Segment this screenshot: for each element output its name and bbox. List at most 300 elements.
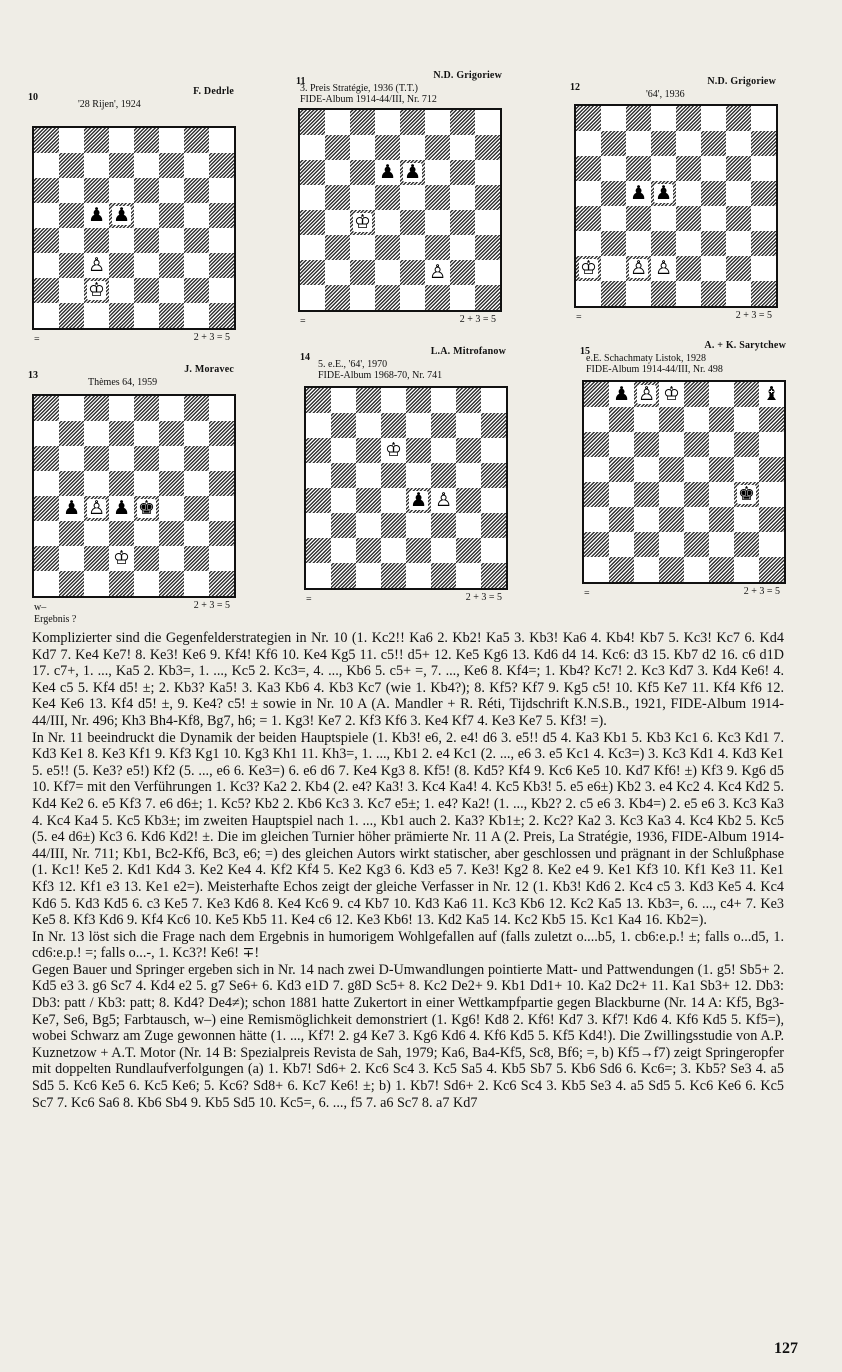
board-square [456, 463, 481, 488]
board-square [34, 278, 59, 303]
board-square [659, 507, 684, 532]
diagram-author: J. Moravec [184, 364, 234, 375]
board-square [751, 206, 776, 231]
board-square [109, 396, 134, 421]
board-square [350, 135, 375, 160]
board-square [59, 303, 84, 328]
board-square [481, 538, 506, 563]
board-square [159, 446, 184, 471]
board-square [300, 185, 325, 210]
board-square [701, 206, 726, 231]
board-square [456, 413, 481, 438]
board-square [209, 178, 234, 203]
board-square [59, 253, 84, 278]
board-square [84, 228, 109, 253]
board-square [651, 206, 676, 231]
board-square [134, 253, 159, 278]
board-square [375, 185, 400, 210]
paragraph: In Nr. 11 beeindruckt die Dynamik der beiden Hauptspiele (1. Kb3! e6, 2. e4! d6 3. e5!! d5 4. Ka3 Kb1 5. Kb3 Kc1 6. Kc3 Kd1 7. Kd3 Ke1 8. Ke3 Kf1 9. Kf3 Kg1 10. Kg3 Kh1 11. Kh3=, 1. ..., Kb1 2. e4 Kc1 (2. ..., e6 3. e5 Kc1 4. Kc3=) 3. Kc3 Kd1 4. Kd3 Ke1 5. e5!! (5. Ke3? e5!) Kf2 (5. ..., e6 6. Ke3=) 6. e6 d6 7. Ke4 Kg3 8. Kf5! (8. Kd5? Kf4 9. Kc6 Ke5 10. Kd7 Kf6! ±) Kf3 9. Kg6 d5 10. Kf7= mit den Verführungen 1. Kc3? Ka2 2. Kb4 (2. e4? Ka3! 3. Kc4 Ka4! 4. Kc5 Kb3! 5. e5 e6±) Kb2 3. e4 Kc2 4. Kc4 Kd2 5. Kd4 Ke2 6. e5 Kf3 7. e6 d6±; 1. Kc5? Kb2 2. Kb6 Kc3 3. Kc7 e5±; 1. e4? Ka2! (1. ..., Kb2? 2. c5 e6 3. Kb4=) 2. e5 e6 3. Kc3 Ka3 4. Kc4 Ka4 5. Kc5 Kb3±; im zweiten Hauptspiel nach 1. ..., Kb1 auch 2. Ka3? Kb1±; 2. Kc2? Ka2 3. Kc3 Ka3 4. Kc4 Kb2 5. Kc5 (5. e4 d6±) Kc3 6. Kd6 Kd2! ±. Die im gleichen Turnier höher prämierte Nr. 11 A (2. Preis, La Stratégie, 1936, FIDE-Album 1914-44/III, Nr. 711; Kb1, Bc2-Kf6, Bc3, e6; =) des gleichen Autors wirkt statischer, aber geschlossen und prägnant in der Schlußphase (1. Kc1! Ke5 2. Kd1 Kd4 3. Ke2 Ke4 4. Kf2 Kf4 5. Ke2 Kg3 6. Kd3 e5 7. Ke3! Kg2 8. Ke2 e4 9. Ke1 Kf3 10. Kf1 Ke3 11. Ke1 Kf3 12. Kf1 e3 13. Ke1 e2=). Meisterhafte Echos zeigt der gleiche Verfasser in Nr. 12 (1. Kb3! Kd6 2. Kc4 c5 3. Kd3 Ke5 4. Kc4 Kd6 5. Kd3 Kd5 6. c3 Ke5 7. Ke3 Kd6 8. Ke4 Kc6 9. c4 Kb7 10. Kd3 Ka6 11. Kc3 Kb6 12. Kc2 Ka5 13. Kb3=, 6. ..., c4+ 7. Ke3 Ke5 8. Kf3 Kd6 9. Kf4 Kc6 10. Ke5 Kb5 11. Ke4 c6 12. Ke3 Kb6! 13. Kd2 Ka5 14. Kc2 Kb5 15. Kc1 Ka4 16. Kb2=). [32, 729, 784, 929]
board-square [751, 156, 776, 181]
board-square [626, 281, 651, 306]
board-square [184, 421, 209, 446]
board-square [109, 178, 134, 203]
board-square [350, 235, 375, 260]
board-square [134, 396, 159, 421]
board-square [475, 135, 500, 160]
board-square [676, 156, 701, 181]
board-square [431, 488, 456, 513]
board-square [576, 231, 601, 256]
board-square [431, 463, 456, 488]
board-square [134, 496, 159, 521]
board-square [431, 513, 456, 538]
board-square [684, 482, 709, 507]
board-square [34, 203, 59, 228]
board-square [759, 507, 784, 532]
board-square [400, 135, 425, 160]
board-square [431, 538, 456, 563]
board-square [306, 488, 331, 513]
board-square [676, 181, 701, 206]
board-square [676, 281, 701, 306]
board-square [84, 153, 109, 178]
board-square [431, 388, 456, 413]
board-square [481, 513, 506, 538]
board-square [59, 446, 84, 471]
board-square [450, 160, 475, 185]
diagram-author: N.D. Grigoriew [707, 76, 776, 87]
board-square [709, 457, 734, 482]
board-square [350, 210, 375, 235]
board-square [634, 382, 659, 407]
board-square [634, 557, 659, 582]
chess-piece-icon: ♚ [137, 497, 156, 519]
diagram-author: A. + K. Sarytchew [704, 340, 786, 351]
board-square [159, 178, 184, 203]
chess-piece-icon: ♙ [629, 257, 648, 279]
chess-board [32, 126, 236, 330]
board-square [59, 471, 84, 496]
diagram-stipulation: = [306, 594, 312, 605]
board-square [584, 382, 609, 407]
board-square [209, 303, 234, 328]
board-square [456, 488, 481, 513]
board-square [109, 496, 134, 521]
board-square [325, 210, 350, 235]
board-square [456, 513, 481, 538]
board-square [626, 106, 651, 131]
chess-diagram [570, 74, 782, 330]
chess-board [582, 380, 786, 584]
board-square [450, 135, 475, 160]
diagram-source: '64', 1936 [646, 89, 685, 100]
board-square [659, 407, 684, 432]
chess-piece-icon: ♟ [403, 161, 422, 183]
board-square [134, 446, 159, 471]
board-square [651, 231, 676, 256]
board-square [134, 421, 159, 446]
board-square [350, 285, 375, 310]
board-square [84, 203, 109, 228]
board-square [184, 228, 209, 253]
board-square [726, 156, 751, 181]
board-square [676, 206, 701, 231]
board-square [325, 185, 350, 210]
chess-diagram [300, 346, 512, 612]
chess-piece-icon: ♟ [629, 182, 648, 204]
board-square [406, 538, 431, 563]
board-square [406, 413, 431, 438]
board-square [209, 496, 234, 521]
board-square [375, 135, 400, 160]
board-square [734, 407, 759, 432]
board-square [701, 156, 726, 181]
board-square [584, 507, 609, 532]
chess-piece-icon: ♙ [654, 257, 673, 279]
board-square [450, 210, 475, 235]
board-square [634, 407, 659, 432]
board-square [751, 281, 776, 306]
board-square [159, 496, 184, 521]
board-square [209, 396, 234, 421]
board-square [34, 571, 59, 596]
board-square [159, 153, 184, 178]
diagram-source: 5. e.E., '64', 1970 [318, 359, 388, 370]
board-square [325, 110, 350, 135]
board-square [659, 557, 684, 582]
board-square [701, 281, 726, 306]
board-square [109, 228, 134, 253]
board-square [456, 563, 481, 588]
board-square [306, 388, 331, 413]
board-square [601, 231, 626, 256]
board-square [356, 538, 381, 563]
board-square [34, 421, 59, 446]
board-square [350, 160, 375, 185]
board-square [726, 256, 751, 281]
board-square [431, 438, 456, 463]
board-square [425, 260, 450, 285]
board-square [481, 563, 506, 588]
chess-piece-icon: ♙ [87, 497, 106, 519]
diagram-piece-count: 2 + 3 = 5 [465, 592, 502, 603]
board-square [184, 303, 209, 328]
board-square [331, 413, 356, 438]
diagram-question: Ergebnis ? [34, 614, 77, 625]
diagram-stipulation: w– [34, 602, 47, 613]
chess-piece-icon: ♔ [353, 211, 372, 233]
board-square [651, 106, 676, 131]
board-square [400, 285, 425, 310]
board-square [601, 206, 626, 231]
diagram-source: FIDE-Album 1914-44/III, Nr. 712 [300, 94, 437, 105]
board-square [84, 521, 109, 546]
chess-diagram [28, 362, 240, 625]
diagram-piece-count: 2 + 3 = 5 [193, 600, 230, 611]
diagram-number: 10 [28, 92, 38, 103]
board-square [759, 407, 784, 432]
board-square [84, 303, 109, 328]
chess-piece-icon: ♔ [384, 439, 403, 461]
board-square [676, 256, 701, 281]
board-square [576, 156, 601, 181]
board-square [300, 285, 325, 310]
board-square [209, 278, 234, 303]
board-square [481, 463, 506, 488]
board-square [331, 488, 356, 513]
board-square [159, 421, 184, 446]
board-square [431, 413, 456, 438]
board-square [209, 153, 234, 178]
diagram-piece-count: 2 + 3 = 5 [735, 310, 772, 321]
board-square [701, 181, 726, 206]
board-square [709, 407, 734, 432]
board-square [184, 396, 209, 421]
board-square [751, 256, 776, 281]
board-square [300, 235, 325, 260]
board-square [381, 488, 406, 513]
board-square [300, 210, 325, 235]
board-square [425, 110, 450, 135]
board-square [84, 571, 109, 596]
board-square [584, 557, 609, 582]
board-square [609, 507, 634, 532]
board-square [375, 235, 400, 260]
board-square [576, 256, 601, 281]
board-square [651, 156, 676, 181]
board-square [184, 178, 209, 203]
chess-piece-icon: ♙ [87, 254, 106, 276]
board-square [34, 128, 59, 153]
board-square [626, 231, 651, 256]
diagram-source: Thèmes 64, 1959 [88, 377, 158, 388]
board-square [609, 457, 634, 482]
chess-board [298, 108, 502, 312]
diagram-number: 14 [300, 352, 310, 363]
board-square [325, 235, 350, 260]
board-square [59, 228, 84, 253]
board-square [626, 256, 651, 281]
board-square [634, 457, 659, 482]
board-square [684, 507, 709, 532]
board-square [475, 235, 500, 260]
board-square [450, 260, 475, 285]
board-square [381, 413, 406, 438]
board-square [134, 303, 159, 328]
board-square [450, 110, 475, 135]
diagram-source: FIDE-Album 1968-70, Nr. 741 [318, 370, 443, 381]
board-square [325, 135, 350, 160]
chess-diagram [28, 84, 240, 352]
board-square [626, 206, 651, 231]
board-square [734, 532, 759, 557]
board-square [431, 563, 456, 588]
board-square [159, 303, 184, 328]
board-square [759, 482, 784, 507]
board-square [609, 557, 634, 582]
board-square [306, 413, 331, 438]
board-square [109, 546, 134, 571]
board-square [425, 235, 450, 260]
board-square [634, 507, 659, 532]
chess-piece-icon: ♟ [654, 182, 673, 204]
board-square [109, 446, 134, 471]
board-square [134, 203, 159, 228]
board-square [59, 571, 84, 596]
board-square [34, 496, 59, 521]
board-square [659, 532, 684, 557]
board-square [84, 178, 109, 203]
board-square [400, 110, 425, 135]
board-square [84, 546, 109, 571]
board-square [475, 285, 500, 310]
board-square [159, 228, 184, 253]
board-square [331, 438, 356, 463]
board-square [159, 203, 184, 228]
board-square [701, 131, 726, 156]
board-square [651, 281, 676, 306]
board-square [34, 303, 59, 328]
diagram-stipulation: = [576, 312, 582, 323]
board-square [375, 210, 400, 235]
board-square [209, 128, 234, 153]
board-square [751, 106, 776, 131]
diagram-author: F. Dedrle [193, 86, 234, 97]
diagram-source: e.E. Schachmaty Listok, 1928 [586, 353, 706, 364]
board-square [400, 260, 425, 285]
board-square [400, 160, 425, 185]
board-square [331, 538, 356, 563]
board-square [381, 463, 406, 488]
diagram-stipulation: = [34, 334, 40, 345]
board-square [134, 521, 159, 546]
board-square [209, 253, 234, 278]
board-square [306, 563, 331, 588]
board-square [84, 471, 109, 496]
chess-piece-icon: ♟ [612, 383, 631, 405]
board-square [306, 438, 331, 463]
board-square [109, 571, 134, 596]
board-square [726, 231, 751, 256]
board-square [450, 235, 475, 260]
diagram-number: 12 [570, 82, 580, 93]
board-square [759, 432, 784, 457]
chess-piece-icon: ♟ [378, 161, 397, 183]
board-square [684, 532, 709, 557]
board-square [659, 457, 684, 482]
board-square [159, 571, 184, 596]
board-square [400, 210, 425, 235]
board-square [701, 106, 726, 131]
board-square [400, 185, 425, 210]
board-square [709, 532, 734, 557]
board-square [726, 131, 751, 156]
board-square [584, 457, 609, 482]
board-square [406, 563, 431, 588]
board-square [406, 463, 431, 488]
page-number: 127 [774, 1340, 798, 1357]
board-square [109, 471, 134, 496]
board-square [601, 106, 626, 131]
board-square [356, 463, 381, 488]
board-square [59, 128, 84, 153]
board-square [84, 496, 109, 521]
board-square [59, 421, 84, 446]
board-square [84, 278, 109, 303]
board-square [684, 557, 709, 582]
board-square [481, 413, 506, 438]
board-square [209, 521, 234, 546]
board-square [109, 128, 134, 153]
board-square [734, 457, 759, 482]
board-square [676, 106, 701, 131]
board-square [676, 231, 701, 256]
board-square [456, 438, 481, 463]
board-square [34, 446, 59, 471]
board-square [626, 181, 651, 206]
board-square [576, 281, 601, 306]
board-square [381, 438, 406, 463]
board-square [751, 131, 776, 156]
board-square [651, 256, 676, 281]
board-square [375, 110, 400, 135]
board-square [601, 256, 626, 281]
paragraph: In Nr. 13 löst sich die Frage nach dem Ergebnis in humorigem Wohlgefallen auf (falls zuletzt o....b5, 1. cb6:e.p.! ±; falls o...d5, 1. cd6:e.p.! =; falls o...-, 1. Kc3?! Ke6! ∓! [32, 928, 784, 962]
board-square [609, 382, 634, 407]
diagram-stipulation: = [584, 588, 590, 599]
board-square [184, 153, 209, 178]
board-square [184, 128, 209, 153]
chess-piece-icon: ♙ [428, 261, 447, 283]
board-square [356, 438, 381, 463]
board-square [381, 538, 406, 563]
board-square [59, 203, 84, 228]
board-square [734, 507, 759, 532]
board-square [209, 203, 234, 228]
diagram-author: L.A. Mitrofanow [430, 346, 506, 357]
board-square [134, 471, 159, 496]
chess-piece-icon: ♙ [637, 383, 656, 405]
board-square [475, 185, 500, 210]
board-square [406, 388, 431, 413]
chess-piece-icon: ♟ [62, 497, 81, 519]
board-square [734, 432, 759, 457]
board-square [400, 235, 425, 260]
board-square [159, 253, 184, 278]
chess-board [574, 104, 778, 308]
board-square [425, 210, 450, 235]
diagram-number: 15 [580, 346, 590, 357]
board-square [134, 571, 159, 596]
board-square [634, 482, 659, 507]
board-square [34, 153, 59, 178]
board-square [184, 571, 209, 596]
board-square [159, 278, 184, 303]
board-square [450, 285, 475, 310]
board-square [300, 135, 325, 160]
board-square [134, 228, 159, 253]
board-square [601, 131, 626, 156]
board-square [475, 260, 500, 285]
board-square [726, 281, 751, 306]
board-square [109, 153, 134, 178]
board-square [134, 178, 159, 203]
chess-piece-icon: ♟ [112, 204, 131, 226]
board-square [159, 396, 184, 421]
board-square [450, 185, 475, 210]
board-square [84, 421, 109, 446]
board-square [475, 210, 500, 235]
